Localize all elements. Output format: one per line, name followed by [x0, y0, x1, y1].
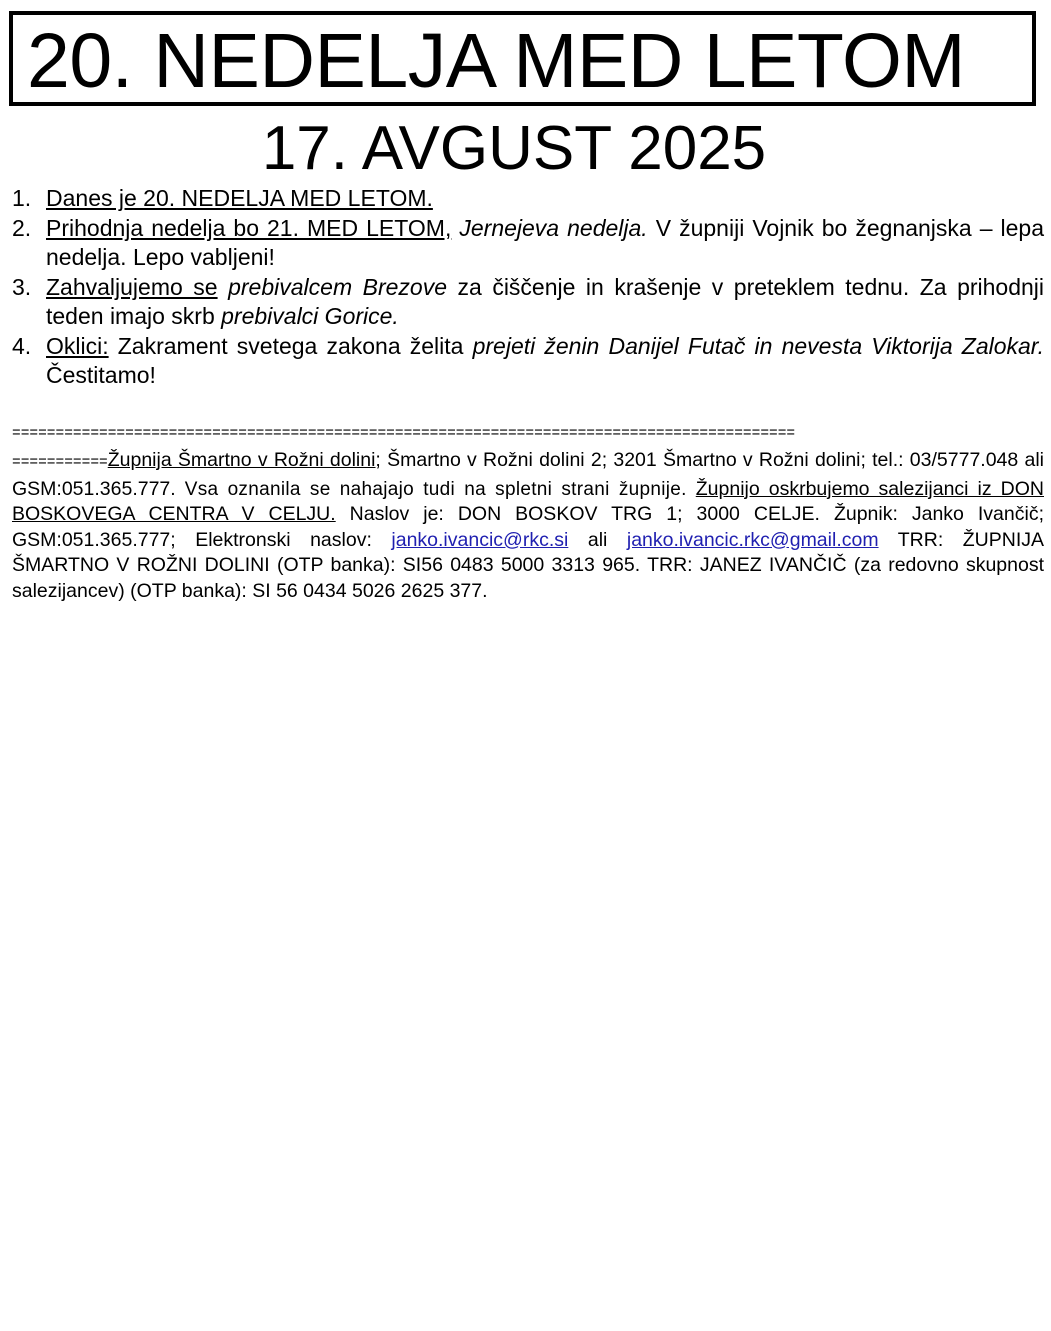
separator-line: ========================================================================================== [12, 426, 796, 442]
bank-accounts: TRR: ŽUPNIJA ŠMARTNO V ROŽNI DOLINI (OTP banka): SI56 0483 5000 3313 965. TRR: JANEZ IVANČIČ (za redovno skupnost salezijancev) (OTP banka): SI 56 0434 5026 2625 377. [12, 528, 1045, 602]
item-number: 1. [12, 185, 32, 211]
title-box [9, 11, 1036, 106]
page-title: 20. NEDELJA MED LETOM [27, 18, 966, 104]
contact-info: Naslov je: DON BOSKOV TRG 1; 3000 CELJE. Župnik: Janko Ivančič; GSM:051.365.777; Elektronski naslov: [12, 503, 1044, 551]
separator-prefix: =========== [12, 455, 108, 471]
parish-footer [12, 448, 1044, 605]
announcement-emphasis: prebivalci Gorice. [221, 303, 399, 329]
parish-address: Šmartno v Rožni dolini 2; 3201 Šmartno v Rožni dolini; tel.: 03/5777.048 ali GSM:051.365.777. [12, 449, 1044, 500]
announcement-list [12, 184, 1044, 391]
web-note: Vsa oznanila se nahajajo tudi na spletni strani župnije. [184, 478, 687, 500]
announcement-text: V župniji Vojnik bo žegnanjska – lepa nedelja. Lepo vabljeni! [46, 214, 1045, 270]
announcement-emphasis: prebivalcem Brezove [228, 273, 447, 300]
item-number: 4. [12, 332, 32, 359]
item-number: 2. [12, 214, 32, 241]
care-note: Župnijo oskrbujemo salezijanci iz DON BOSKOVEGA CENTRA V CELJU. [12, 477, 1044, 526]
announcement-lead: Danes je 20. NEDELJA MED LETOM. [46, 185, 433, 211]
announcement-emphasis: Jernejeva nedelja. [459, 214, 648, 241]
announcement-lead: Zahvaljujemo se [46, 273, 218, 300]
announcement-text: za čiščenje in krašenje v preteklem tednu. Za prihodnji teden imajo skrb [46, 273, 1045, 329]
announcement-item [12, 332, 1044, 391]
email-link-secondary[interactable]: janko.ivancic.rkc@gmail.com [626, 528, 879, 551]
parish-name: Župnija Šmartno v Rožni dolini; [107, 449, 381, 471]
bulletin-date: 17. AVGUST 2025 [261, 114, 767, 183]
announcement-lead: Oklici: [46, 332, 109, 359]
announcement-item [12, 184, 1044, 214]
announcement-text: Čestitamo! [46, 362, 156, 388]
item-number: 3. [12, 273, 32, 300]
announcement-text: Zakrament svetega zakona želita [117, 332, 464, 359]
announcement-item [12, 214, 1044, 273]
email-link-primary[interactable]: janko.ivancic@rkc.si [391, 528, 569, 551]
announcement-lead: Prihodnja nedelja bo 21. MED LETOM, [46, 214, 452, 241]
or-word: ali [587, 528, 608, 551]
announcement-item [12, 273, 1044, 332]
announcement-emphasis: prejeti ženin Danijel Futač in nevesta Viktorija Zalokar. [472, 332, 1044, 359]
